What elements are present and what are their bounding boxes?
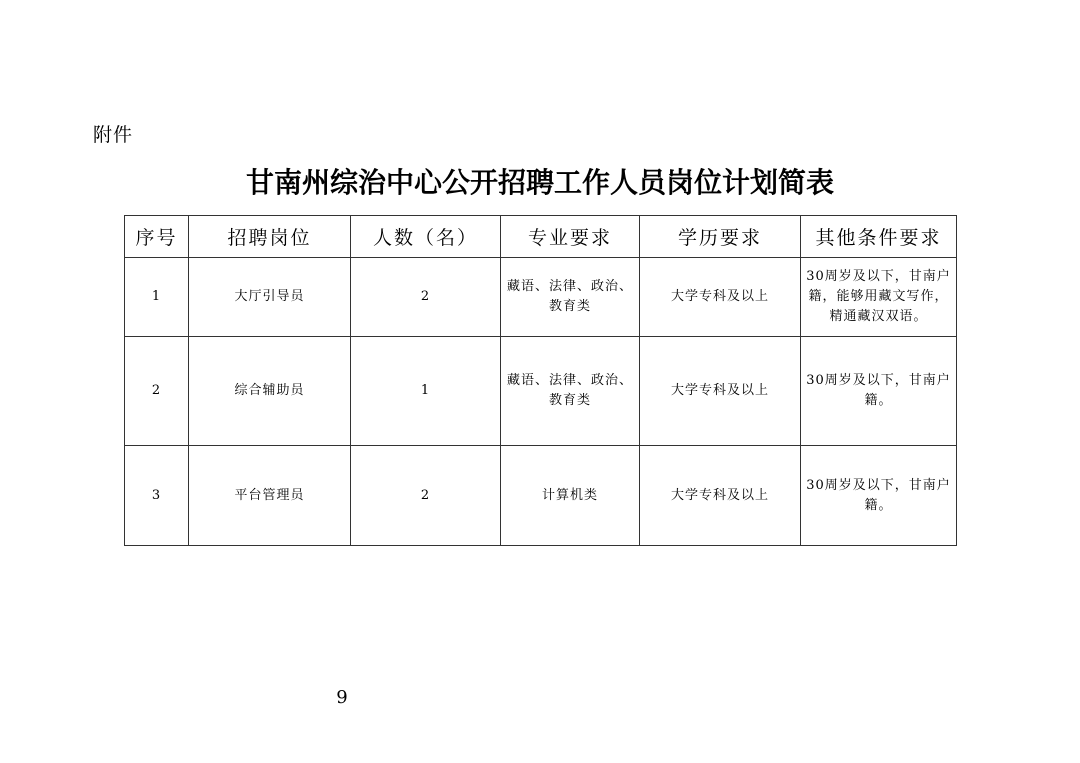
cell-education: 大学专科及以上	[640, 337, 801, 446]
cell-major: 藏语、法律、政治、教育类	[501, 258, 640, 337]
cell-count: 2	[351, 258, 501, 337]
header-major: 专业要求	[501, 216, 640, 258]
header-position: 招聘岗位	[189, 216, 351, 258]
cell-index: 1	[125, 258, 189, 337]
table-row	[125, 337, 957, 446]
cell-count: 2	[351, 446, 501, 546]
cell-index: 3	[125, 446, 189, 546]
table-header-row	[125, 216, 957, 258]
cell-major: 计算机类	[501, 446, 640, 546]
table-row	[125, 446, 957, 546]
cell-other: 30周岁及以下，甘南户籍，能够用藏文写作，精通藏汉双语。	[801, 258, 957, 337]
table-row	[125, 258, 957, 337]
cell-position: 综合辅助员	[189, 337, 351, 446]
cell-position: 平台管理员	[189, 446, 351, 546]
cell-position: 大厅引导员	[189, 258, 351, 337]
recruitment-plan-table	[124, 215, 957, 546]
header-count: 人数（名）	[351, 216, 501, 258]
cell-other: 30周岁及以下，甘南户籍。	[801, 446, 957, 546]
header-other: 其他条件要求	[801, 216, 957, 258]
cell-other: 30周岁及以下，甘南户籍。	[801, 337, 957, 446]
cell-count: 1	[351, 337, 501, 446]
header-education: 学历要求	[640, 216, 801, 258]
cell-education: 大学专科及以上	[640, 258, 801, 337]
page-number: 9	[336, 687, 348, 708]
document-title: 甘南州综治中心公开招聘工作人员岗位计划简表	[245, 166, 834, 199]
header-index: 序号	[125, 216, 189, 258]
attachment-label: 附件	[93, 124, 134, 146]
cell-major: 藏语、法律、政治、教育类	[501, 337, 640, 446]
cell-index: 2	[125, 337, 189, 446]
cell-education: 大学专科及以上	[640, 446, 801, 546]
